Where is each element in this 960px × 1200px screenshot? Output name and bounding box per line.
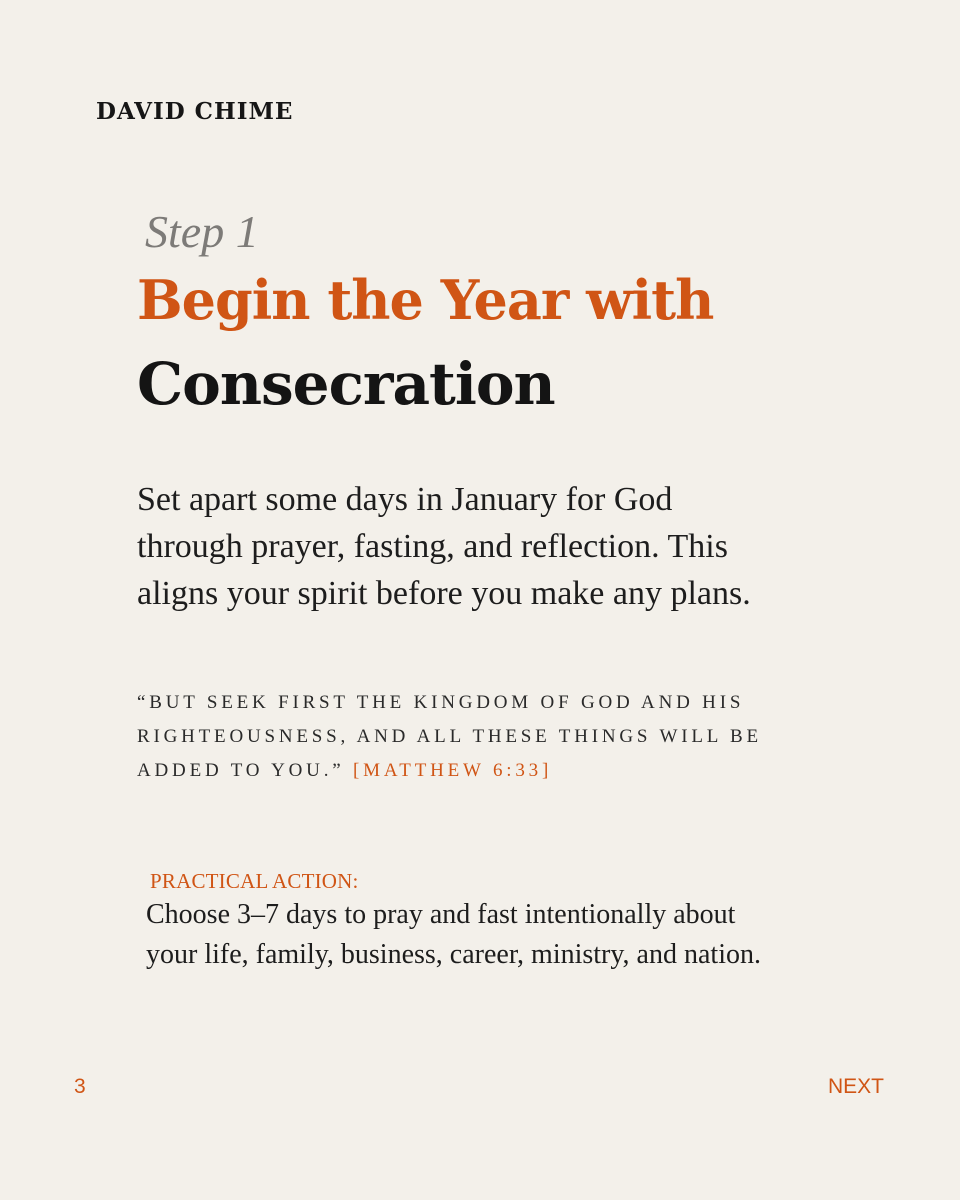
- title-line-1: Begin the Year with: [137, 268, 714, 332]
- page-number: 3: [74, 1075, 86, 1098]
- scripture-quote: [137, 686, 817, 788]
- body-text: Set apart some days in January for God through prayer, fasting, and reflection. This aligns your spirit before you make any plans.: [137, 481, 751, 612]
- step-label: Step 1: [145, 206, 259, 257]
- title-line-2: Consecration: [137, 350, 555, 418]
- practical-action-text: Choose 3–7 days to pray and fast intentionally about your life, family, business, career, ministry, and nation.: [146, 899, 761, 970]
- practical-action-label: PRACTICAL ACTION:: [150, 869, 359, 893]
- author-name: DAVID CHIME: [96, 98, 294, 125]
- quote-reference: [MATTHEW 6:33]: [353, 760, 553, 781]
- quote-text: “BUT SEEK FIRST THE KINGDOM OF GOD AND HIS RIGHTEOUSNESS, AND ALL THESE THINGS WILL BE ADDED TO YOU.”: [137, 692, 762, 781]
- next-button[interactable]: NEXT: [827, 1075, 884, 1098]
